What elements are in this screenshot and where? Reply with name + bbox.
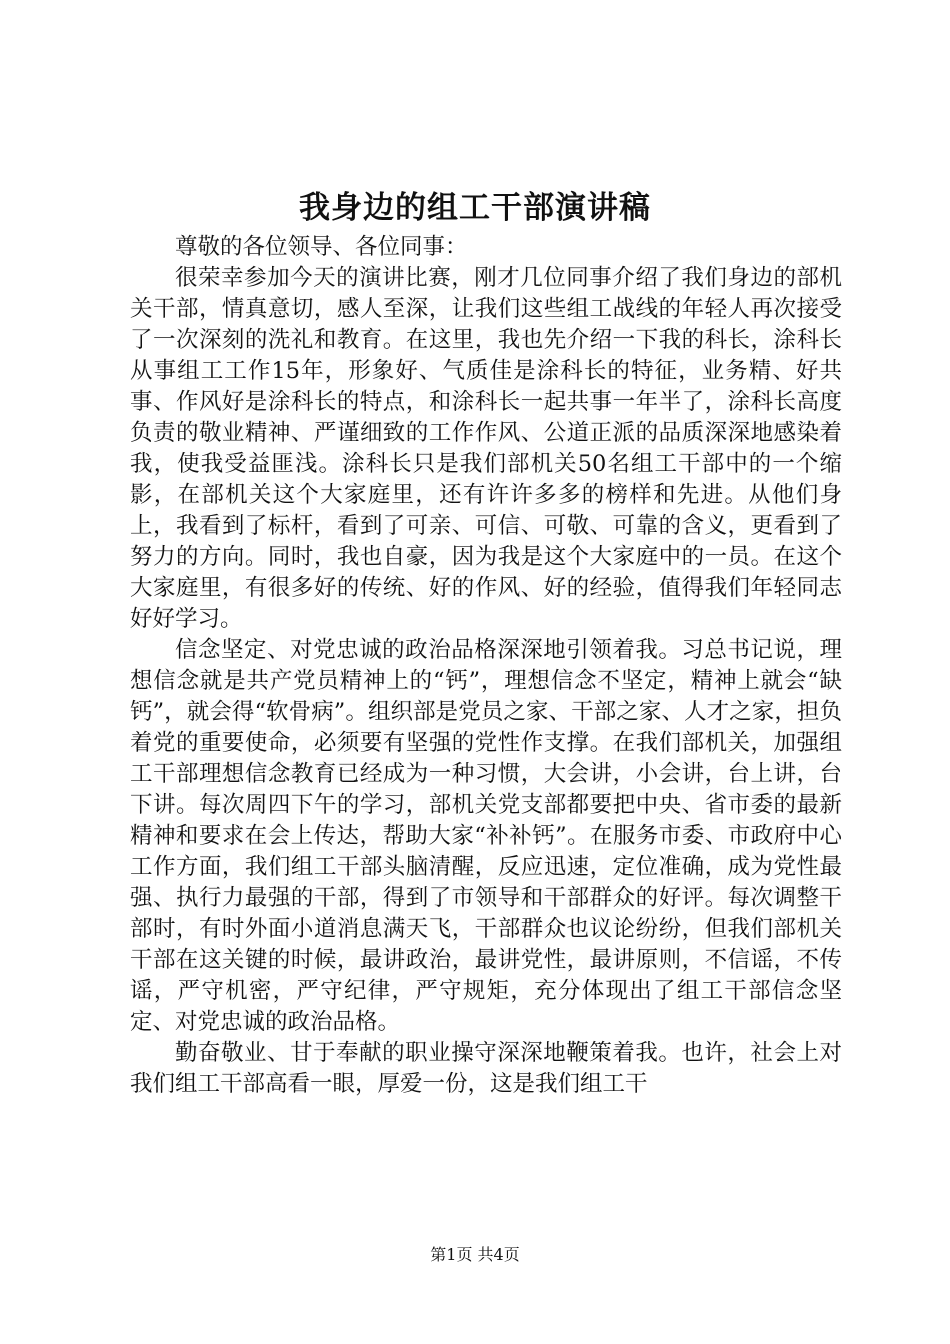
document-body <box>130 232 842 1100</box>
document-title: 我身边的组工干部演讲稿 <box>299 190 651 226</box>
body-paragraph: 信念坚定、对党忠诚的政治品格深深地引领着我。习总书记说，理想信念就是共产党员精神上的“钙”，理想信念不坚定，精神上就会“缺钙”，就会得“软骨病”。组织部是党员之家、干部之家、人才之家，担负着党的重要使命，必须要有坚强的党性作支撑。在我们部机关，加强组工干部理想信念教育已经成为一种习惯，大会讲，小会讲，台上讲，台下讲。每次周四下午的学习，部机关党支部都要把中央、省市委的最新精神和要求在会上传达，帮助大家“补补钙”。在服务市委、市政府中心工作方面，我们组工干部头脑清醒，反应迅速，定位准确，成为党性最强、执行力最强的干部，得到了市领导和干部群众的好评。每次调整干部时，有时外面小道消息满天飞，干部群众也议论纷纷，但我们部机关干部在这关键的时候，最讲政治，最讲党性，最讲原则，不信谣，不传谣，严守机密，严守纪律，严守规矩，充分体现出了组工干部信念坚定、对党忠诚的政治品格。 <box>130 637 842 1035</box>
body-paragraph: 很荣幸参加今天的演讲比赛，刚才几位同事介绍了我们身边的部机关干部，情真意切，感人至深，让我们这些组工战线的年轻人再次接受了一次深刻的洗礼和教育。在这里，我也先介绍一下我的科长，涂科长从事组工工作15年，形象好、气质佳是涂科长的特征，业务精、好共事、作风好是涂科长的特点，和涂科长一起共事一年半了，涂科长高度负责的敬业精神、严谨细致的工作作风、公道正派的品质深深地感染着我，使我受益匪浅。涂科长只是我们部机关50名组工干部中的一个缩影，在部机关这个大家庭里，还有许许多多的榜样和先进。从他们身上，我看到了标杆，看到了可亲、可信、可敬、可靠的含义，更看到了努力的方向。同时，我也自豪，因为我是这个大家庭中的一员。在这个大家庭里，有很多好的传统、好的作风、好的经验，值得我们年轻同志好好学习。 <box>130 265 842 632</box>
page-number-footer: 第1页 共4页 <box>430 1245 520 1264</box>
body-paragraph: 勤奋敬业、甘于奉献的职业操守深深地鞭策着我。也许，社会上对我们组工干部高看一眼，厚爱一份，这是我们组工干 <box>130 1040 842 1097</box>
salutation-paragraph: 尊敬的各位领导、各位同事： <box>175 234 468 260</box>
